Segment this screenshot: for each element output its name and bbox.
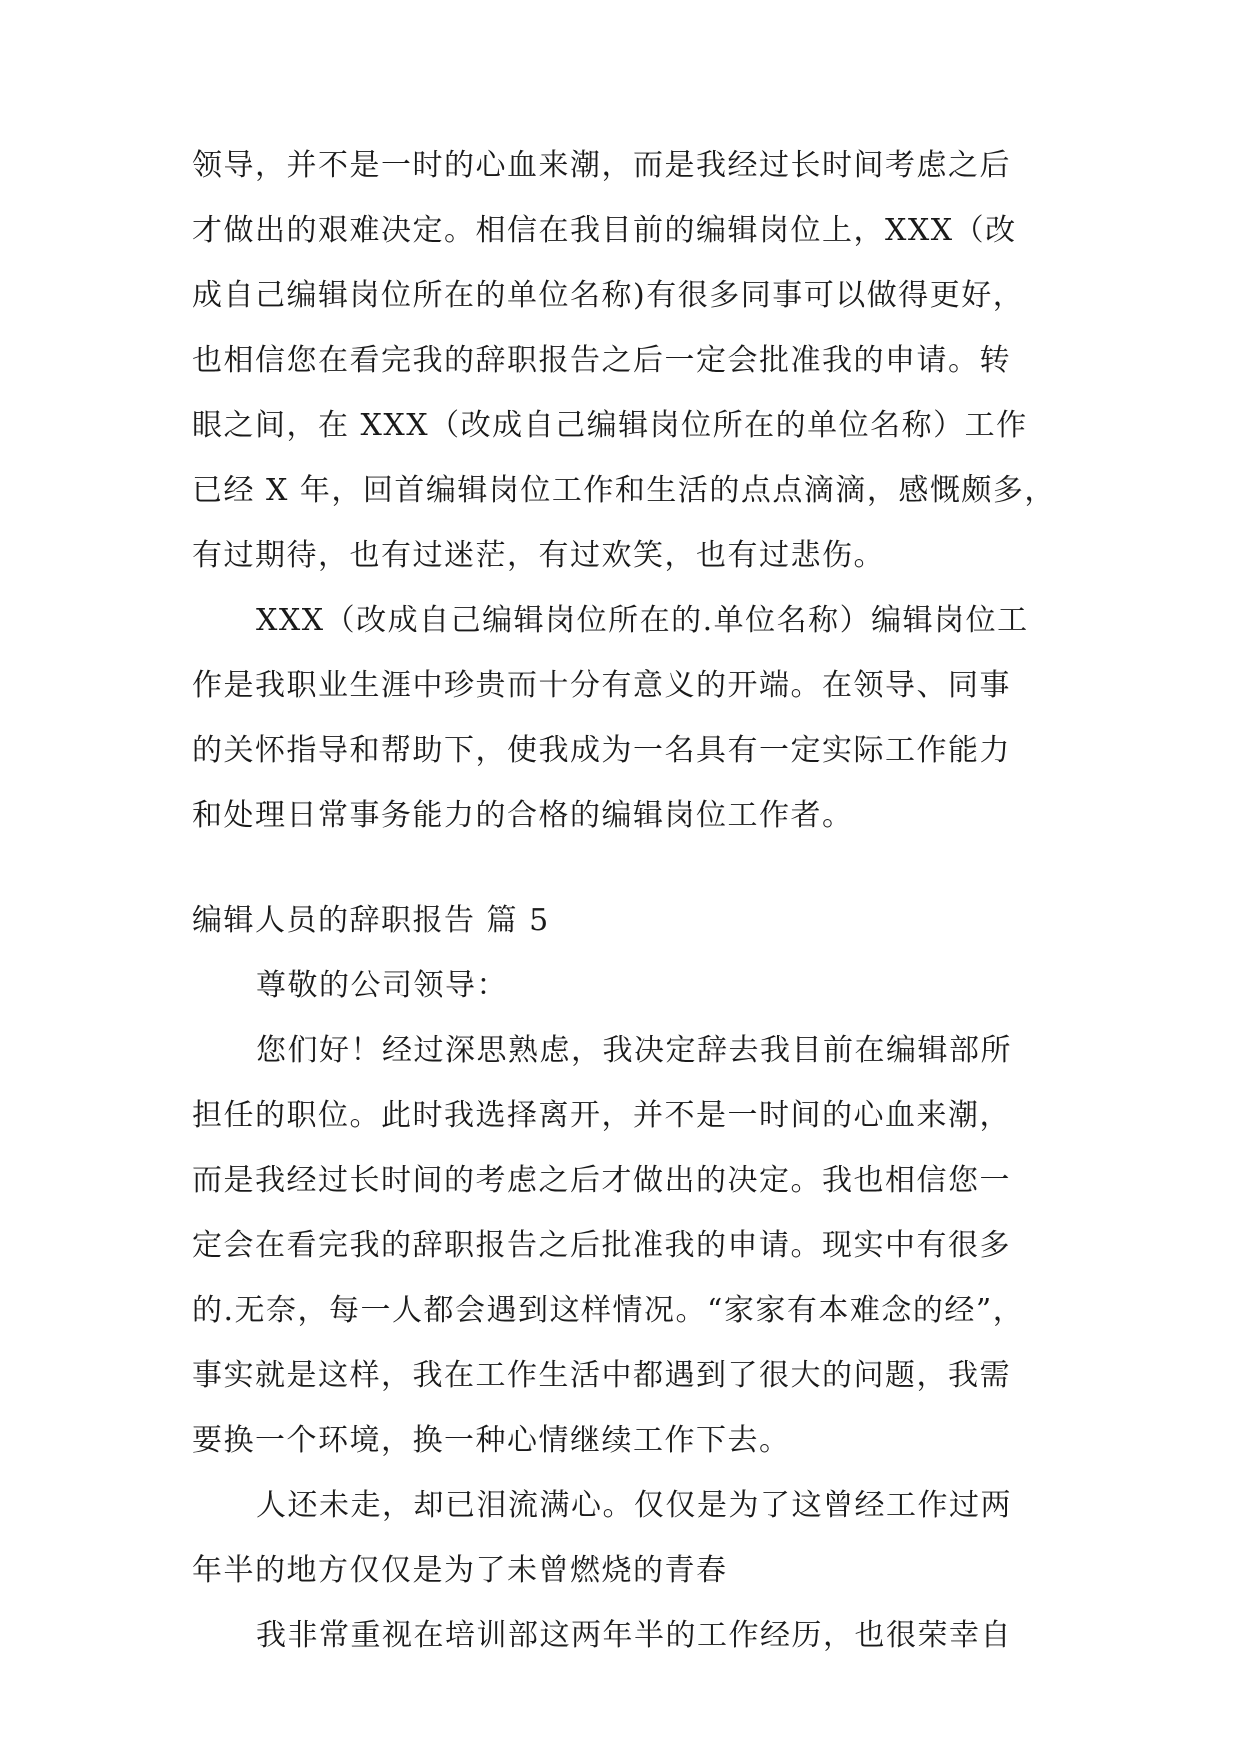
paragraph-line: 的关怀指导和帮助下，使我成为一名具有一定实际工作能力 bbox=[192, 733, 1011, 768]
paragraph-line: 才做出的艰难决定。相信在我目前的编辑岗位上，XXX（改 bbox=[192, 213, 1017, 248]
paragraph-line: 也相信您在看完我的辞职报告之后一定会批准我的申请。转 bbox=[192, 343, 1011, 378]
paragraph-line: 和处理日常事务能力的合格的编辑岗位工作者。 bbox=[192, 798, 854, 833]
paragraph-line: 领导，并不是一时的心血来潮，而是我经过长时间考虑之后 bbox=[192, 148, 1011, 183]
paragraph-line: 作是我职业生涯中珍贵而十分有意义的开端。在领导、同事 bbox=[192, 668, 1011, 703]
paragraph-line: 的.无奈，每一人都会遇到这样情况。“家家有本难念的经”， bbox=[192, 1293, 1025, 1328]
paragraph-line: 要换一个环境，换一种心情继续工作下去。 bbox=[192, 1423, 791, 1458]
paragraph-line: 定会在看完我的辞职报告之后批准我的申请。现实中有很多 bbox=[192, 1228, 1011, 1263]
paragraph-line: 有过期待，也有过迷茫，有过欢笑，也有过悲伤。 bbox=[192, 538, 885, 573]
section-title: 编辑人员的辞职报告 篇 5 bbox=[192, 903, 550, 938]
paragraph-line: 年半的地方仅仅是为了未曾燃烧的青春 bbox=[192, 1553, 728, 1588]
paragraph-line: 您们好！经过深思熟虑，我决定辞去我目前在编辑部所 bbox=[256, 1033, 1012, 1068]
paragraph-line: 事实就是这样，我在工作生活中都遇到了很大的问题，我需 bbox=[192, 1358, 1011, 1393]
paragraph-line: 已经 X 年，回首编辑岗位工作和生活的点点滴滴，感慨颇多， bbox=[192, 473, 1056, 508]
paragraph-line: XXX（改成自己编辑岗位所在的.单位名称）编辑岗位工 bbox=[256, 603, 1029, 638]
salutation: 尊敬的公司领导： bbox=[256, 968, 508, 1003]
paragraph-line: 担任的职位。此时我选择离开，并不是一时间的心血来潮， bbox=[192, 1098, 1011, 1133]
paragraph-line: 眼之间，在 XXX（改成自己编辑岗位所在的单位名称）工作 bbox=[192, 408, 1028, 443]
paragraph-line: 而是我经过长时间的考虑之后才做出的决定。我也相信您一 bbox=[192, 1163, 1011, 1198]
paragraph-line: 我非常重视在培训部这两年半的工作经历，也很荣幸自 bbox=[256, 1618, 1012, 1653]
paragraph-line: 成自己编辑岗位所在的单位名称)有很多同事可以做得更好， bbox=[192, 278, 1025, 313]
paragraph-line: 人还未走，却已泪流满心。仅仅是为了这曾经工作过两 bbox=[256, 1488, 1012, 1523]
